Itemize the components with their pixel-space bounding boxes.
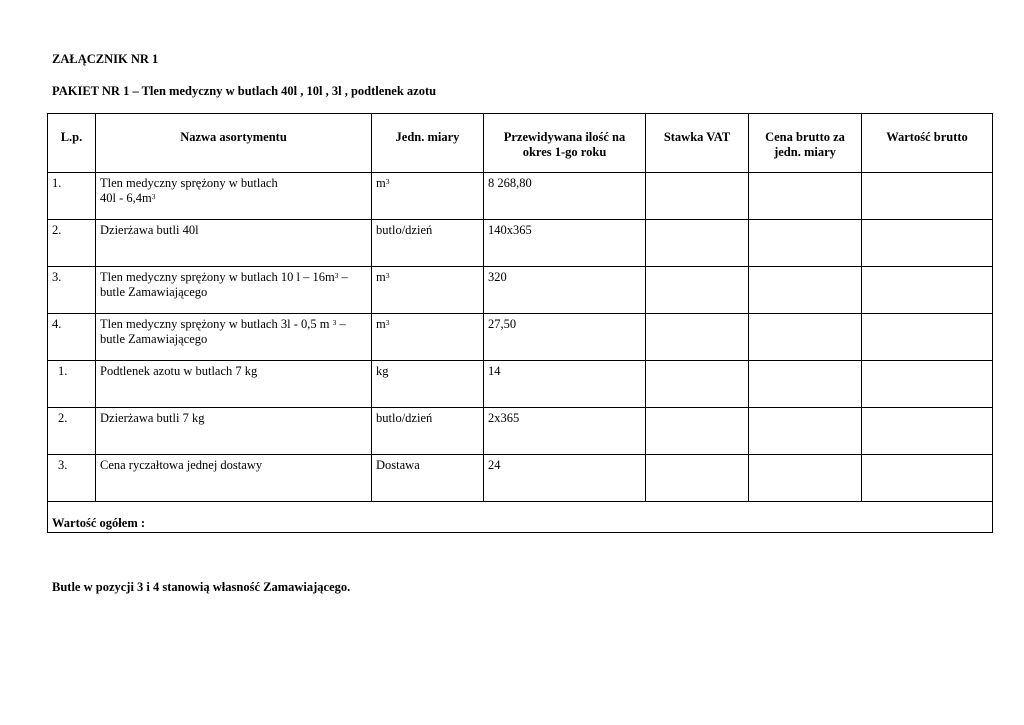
cell-total-value [862, 267, 993, 314]
cell-unit-price [749, 173, 862, 220]
cell-name: Dzierżawa butli 40l [96, 220, 372, 267]
cell-total-value [862, 314, 993, 361]
cell-unit-price [749, 455, 862, 502]
cell-lp: 3. [48, 455, 96, 502]
total-label: Wartość ogółem : [48, 502, 993, 533]
cell-vat [646, 408, 749, 455]
col-header-name: Nazwa asortymentu [96, 114, 372, 173]
cell-vat [646, 220, 749, 267]
cell-unit: butlo/dzień [372, 408, 484, 455]
cell-vat [646, 361, 749, 408]
cell-total-value [862, 173, 993, 220]
cell-total-value [862, 220, 993, 267]
cell-vat [646, 267, 749, 314]
cell-quantity: 14 [484, 361, 646, 408]
cell-unit: kg [372, 361, 484, 408]
cell-name: Tlen medyczny sprężony w butlach $40l - 6,4m^3$ [96, 173, 372, 220]
cell-unit-price [749, 408, 862, 455]
col-header-total-value: Wartość brutto [862, 114, 993, 173]
cell-name: Tlen medyczny sprężony w butlach 3l - 0,5 m $^3$ – butle Zamawiającego [96, 314, 372, 361]
table-row [48, 408, 993, 455]
cell-total-value [862, 408, 993, 455]
cell-quantity: 27,50 [484, 314, 646, 361]
cell-vat [646, 314, 749, 361]
cell-name: Tlen medyczny sprężony w butlach 10 l – $16m^3$ – butle Zamawiającego [96, 267, 372, 314]
cell-lp: 4. [48, 314, 96, 361]
cell-quantity: 24 [484, 455, 646, 502]
cell-unit: $m^3$ [372, 173, 484, 220]
cell-unit: butlo/dzień [372, 220, 484, 267]
table-row [48, 455, 993, 502]
cell-unit-price [749, 220, 862, 267]
col-header-vat: Stawka VAT [646, 114, 749, 173]
footer-note: Butle w pozycji 3 i 4 stanowią własność Zamawiającego. [52, 580, 351, 594]
cell-unit: Dostawa [372, 455, 484, 502]
packet-title: PAKIET NR 1 – Tlen medyczny w butlach 40l , 10l , 3l , podtlenek azotu [52, 84, 437, 98]
cell-lp: 1. [48, 361, 96, 408]
cell-unit: $m^3$ [372, 267, 484, 314]
cell-unit-price [749, 314, 862, 361]
cell-vat [646, 455, 749, 502]
table-row [48, 173, 993, 220]
table-header-row [48, 114, 993, 173]
table-row [48, 314, 993, 361]
col-header-quantity: Przewidywana ilość na okres 1-go roku [484, 114, 646, 173]
cell-unit-price [749, 267, 862, 314]
table-row [48, 267, 993, 314]
cell-lp: 1. [48, 173, 96, 220]
annex-title: ZAŁĄCZNIK NR 1 [52, 52, 159, 66]
cell-name: Podtlenek azotu w butlach 7 kg [96, 361, 372, 408]
col-header-unit-price: Cena brutto za jedn. miary [749, 114, 862, 173]
table-row [48, 220, 993, 267]
cell-quantity: 320 [484, 267, 646, 314]
cell-total-value [862, 455, 993, 502]
table-row [48, 361, 993, 408]
cell-lp: 3. [48, 267, 96, 314]
col-header-lp: L.p. [48, 114, 96, 173]
cell-total-value [862, 361, 993, 408]
cell-name: Cena ryczałtowa jednej dostawy [96, 455, 372, 502]
pricing-table [47, 113, 993, 533]
cell-lp: 2. [48, 408, 96, 455]
cell-quantity: 140x365 [484, 220, 646, 267]
cell-quantity: 2x365 [484, 408, 646, 455]
cell-vat [646, 173, 749, 220]
cell-unit-price [749, 361, 862, 408]
cell-quantity: 8 268,80 [484, 173, 646, 220]
total-row [48, 502, 993, 533]
cell-lp: 2. [48, 220, 96, 267]
col-header-unit: Jedn. miary [372, 114, 484, 173]
cell-name: Dzierżawa butli 7 kg [96, 408, 372, 455]
cell-unit: $m^3$ [372, 314, 484, 361]
